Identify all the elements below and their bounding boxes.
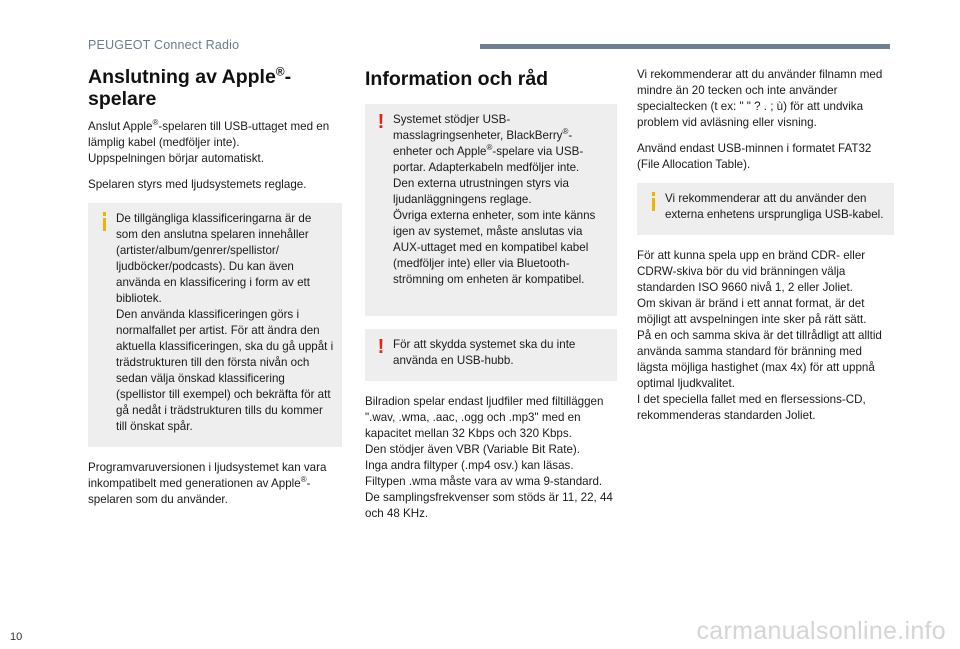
info-icon — [98, 212, 110, 231]
info-box-classification — [88, 203, 342, 447]
registered-mark: ® — [562, 127, 569, 137]
text: Systemet stödjer USB-masslagringsenheter, BlackBerry — [393, 113, 563, 142]
registered-mark: ® — [152, 118, 159, 128]
section-heading-apple — [88, 66, 342, 110]
warning-box-text — [393, 112, 609, 304]
watermark: carmanualsonline.info — [696, 617, 946, 645]
warning-box-usb — [365, 104, 617, 316]
heading-text: Anslutning av Apple — [88, 66, 276, 88]
page-number: 10 — [10, 631, 23, 643]
registered-mark: ® — [275, 64, 285, 79]
info-icon — [647, 192, 659, 211]
text: -enheter och Apple — [393, 129, 573, 158]
registered-mark: ® — [300, 475, 307, 485]
text: Anslut Apple — [88, 120, 153, 133]
paragraph-controls: Spelaren styrs med ljudsystemets reglage. — [88, 178, 307, 191]
paragraph-software-version — [88, 460, 342, 508]
text: -spelaren som du använder. — [88, 477, 311, 506]
text: -spelaren till USB-uttaget med en lämplig kabel (medföljer inte). Uppspelningen börjar automatiskt. — [88, 120, 330, 165]
warning-icon: ! — [377, 111, 385, 133]
running-header: PEUGEOT Connect Radio — [88, 38, 240, 52]
paragraph-connect — [88, 119, 342, 167]
info-box-cable — [637, 183, 894, 235]
column-1 — [88, 62, 342, 518]
warning-box-text: För att skydda systemet ska du inte använda en USB-hubb. — [393, 338, 576, 367]
paragraph-file-formats: Bilradion spelar endast ljudfiler med filtilläggen ".wav, .wma, .aac, .ogg och .mp3" med en kapacitet mellan 32 Kbps och 320 Kbps. Den stödjer även VBR (Variable Bit Rate). Inga andra filtyper (.mp4 osv.) kan läsas. Filtypen .wma måste vara av wma 9-standard. De samplingsfrekvenser som stöds är 11, 22, 44 och 48 KHz. — [365, 395, 613, 520]
paragraph-filenames: Vi rekommenderar att du använder filnamn med mindre än 20 tecken och inte använder specialtecken (t ex: " " ? . ; ù) för att undvika problem vid avläsning eller visning. — [637, 68, 883, 129]
header-bar — [480, 44, 890, 49]
paragraph-fat32: Använd endast USB-minnen i formatet FAT32 (File Allocation Table). — [637, 142, 872, 171]
paragraph-cd-burning: För att kunna spela upp en bränd CDR- eller CDRW-skiva bör du vid bränningen välja standarden ISO 9660 nivå 1, 2 eller Joliet. Om skivan är bränd i ett annat format, är det möjligt att avspelningen inte sker på rätt sätt. På en och samma skiva är det tillrådligt att alltid använda samma standard för bränning med lägsta möjliga hastighet (max 4x) för att uppnå optimal ljudkvalitet. I det speciella fallet med en flersessions-CD, rekommenderas standarden Joliet. — [637, 249, 882, 422]
info-box-text: De tillgängliga klassificeringarna är de som den anslutna spelaren innehåller (artister/album/genrer/spellistor/ ljudböcker/podcasts). Du kan även använda en klassificering i form av ett bibliotek. Den använda klassificeringen görs i normalfallet per artist. För att ändra den aktuella klassificeringen, ska du gå uppåt i trädstrukturen till den första nivån och sedan välja önskad klassificering (spellistor till exempel) och bekräfta för att gå nedåt i trädstrukturen tills du kommer till önskat spår. — [116, 212, 334, 433]
warning-icon: ! — [377, 336, 385, 358]
text: -spelare via USB-portar. Adapterkabeln medföljer inte. Den externa utrustningen styrs via ljudanläggningens reglage. Övriga externa enheter, som inte känns igen av systemet, måste anslutas via AUX-uttaget med en kompatibel kabel (medföljer inte) eller via Bluetooth-strömning om enheten är kompatibel. — [393, 145, 596, 286]
text: Programvaruversionen i ljudsystemet kan vara inkompatibelt med generationen av Apple — [88, 461, 327, 490]
section-heading-info: Information och råd — [365, 68, 549, 90]
column-2 — [365, 62, 617, 532]
column-3 — [637, 67, 894, 434]
registered-mark: ® — [486, 143, 493, 153]
heading-text-tail: - spelare — [88, 66, 292, 110]
info-box-text: Vi rekommenderar att du använder den externa enhetens ursprungliga USB-kabel. — [665, 192, 884, 221]
warning-box-hub — [365, 329, 617, 381]
